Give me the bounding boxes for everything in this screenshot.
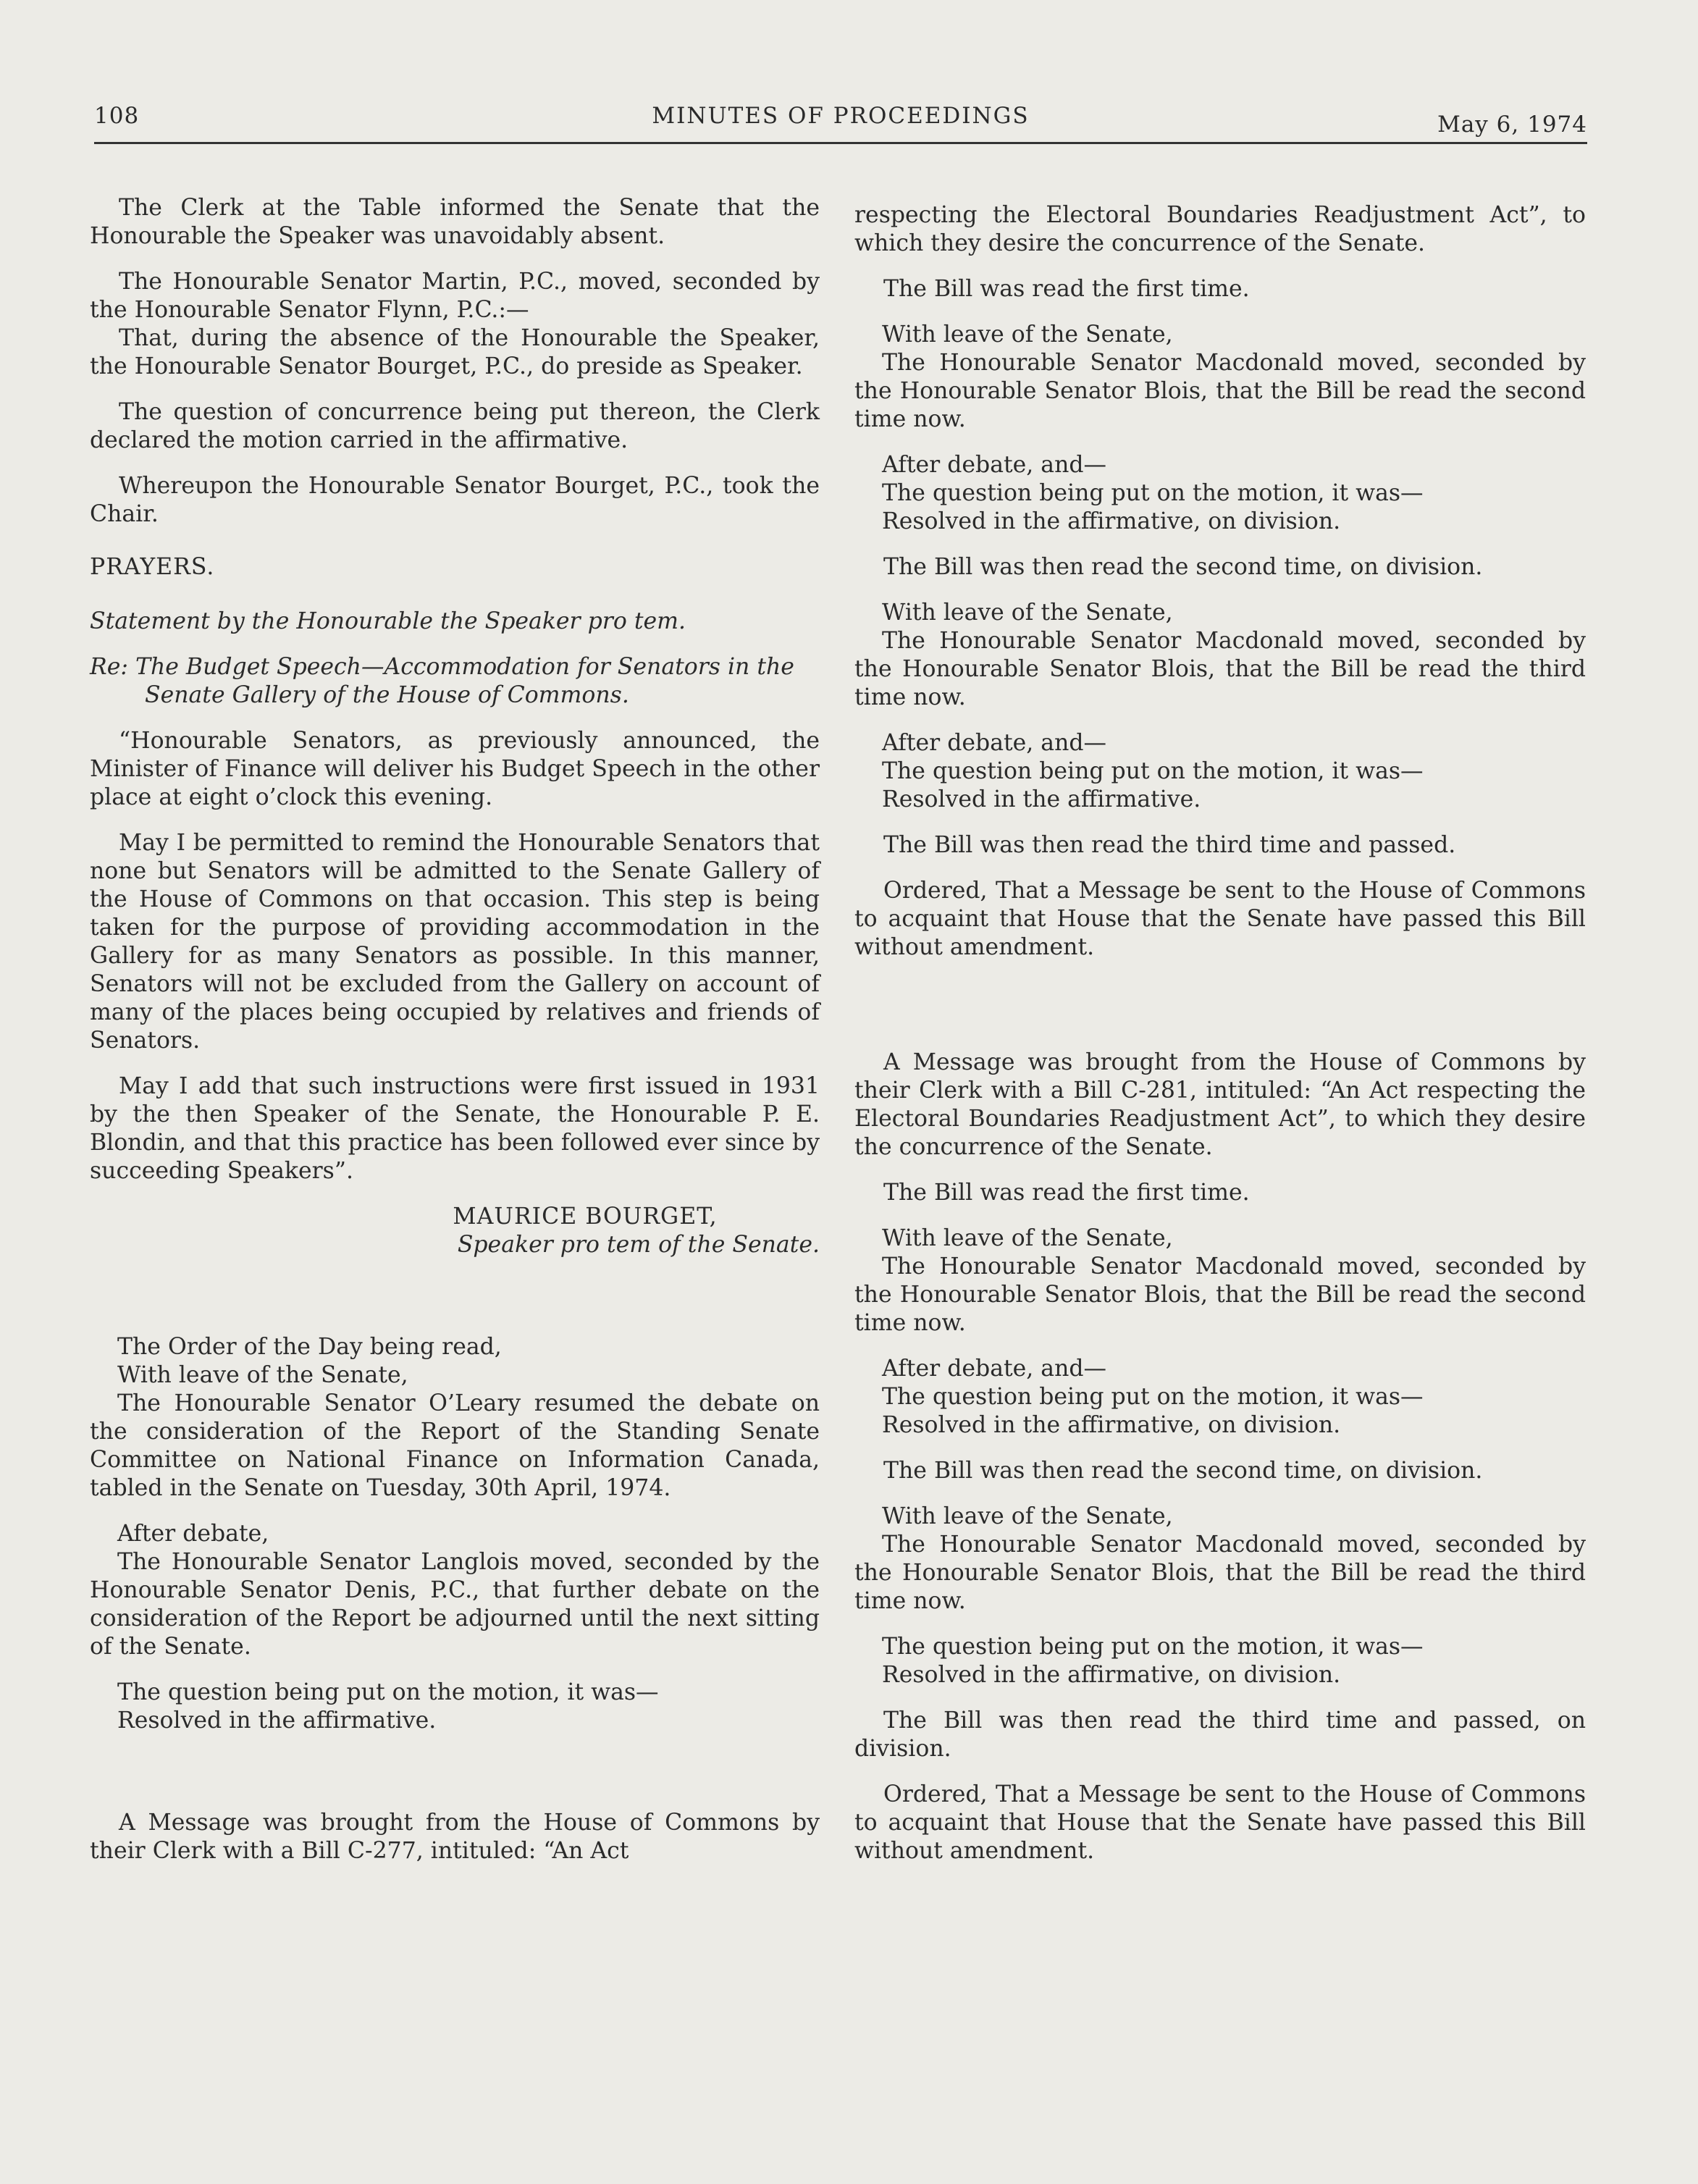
paragraph: The Honourable Senator Macdonald moved, seconded by the Honourable Senator Blois, that the Bill be read the second time now. [854,1253,1586,1336]
paragraph: The Honourable Senator O’Leary resumed the debate on the consideration of the Report of the Standing Senate Committee on National Finance on Information Canada, tabled in the Senate on Tuesday, 30th April, 1974. [90,1390,820,1501]
message-paragraph: A Message was brought from the House of Commons by their Clerk with a Bill C-281, intituled: “An Act respecting the Electoral Boundaries Readjustment Act”, to which they desire the concurrence of the Senate. [854,1049,1586,1160]
page-header [94,101,1587,144]
line: Resolved in the affirmative, on division. [882,508,1341,534]
line: After debate, and— [882,452,1107,478]
signatory-name: MAURICE BOURGET, [453,1204,718,1230]
line: Resolved in the affirmative, on division. [882,1662,1341,1688]
paragraph: The Honourable Senator Macdonald moved, seconded by the Honourable Senator Blois, that the Bill be read the third time now. [854,628,1586,710]
order-of-day-block [90,1333,820,1503]
line: With leave of the Senate, [882,1225,1173,1251]
after-debate-block [90,1520,820,1661]
paragraph: The Honourable Senator Martin, P.C., moved, seconded by the Honourable Senator Flynn, P.C.:— [90,269,820,323]
line: After debate, [117,1521,269,1547]
line: With leave of the Senate, [882,322,1173,348]
leave-block [854,1225,1586,1337]
line: The question being put on the motion, it was— [882,758,1424,784]
line: After debate, and— [882,1356,1107,1382]
signatory-title: Speaker pro tem of the Senate. [457,1232,820,1258]
left-column [90,194,820,1883]
right-column [854,201,1586,1883]
paragraph: The Honourable Senator Macdonald moved, seconded by the Honourable Senator Blois, that the Bill be read the second time now. [854,350,1586,432]
signature-block [90,1203,820,1259]
question-block [854,1633,1586,1689]
running-title: MINUTES OF PROCEEDINGS [652,103,1030,129]
line: With leave of the Senate, [882,1503,1173,1529]
paragraph: The Honourable Senator Macdonald moved, seconded by the Honourable Senator Blois, that the Bill be read the third time now. [854,1532,1586,1614]
quote-paragraph: May I be permitted to remind the Honourable Senators that none but Senators will be admitted to the Senate Gallery of the House of Commons on that occasion. This step is being taken for the purpose of providing accommodation in the Gallery for as many Senators as possible. In this manner, Senators will not be excluded from the Gallery on account of many of the places being occupied by relatives and friends of Senators. [90,830,820,1054]
after-debate-block [854,1355,1586,1440]
line: The question being put on the motion, it was— [117,1679,659,1705]
paragraph: Ordered, That a Message be sent to the House of Commons to acquaint that House that the Senate have passed this Bill without amendment. [854,878,1586,960]
page-number: 108 [94,103,140,129]
line: The Order of the Day being read, [117,1334,502,1360]
continued-paragraph: respecting the Electoral Boundaries Readjustment Act”, to which they desire the concurrence of the Senate. [854,202,1586,256]
line: The question being put on the motion, it was— [882,480,1424,506]
message-paragraph: A Message was brought from the House of Commons by their Clerk with a Bill C-277, intituled: “An Act [90,1810,820,1864]
line: With leave of the Senate, [882,600,1173,626]
paragraph: The Clerk at the Table informed the Senate that the Honourable the Speaker was unavoidably absent. [90,195,820,249]
question-block [90,1679,820,1735]
leave-block [854,1503,1586,1616]
quote-paragraph: May I add that such instructions were first issued in 1931 by the then Speaker of the Senate, the Honourable P. E. Blondin, and that this practice has been followed ever since by succeeding Speakers”. [90,1073,820,1184]
line: Resolved in the affirmative, on division. [882,1412,1341,1438]
paragraph: The Bill was read the first time. [883,1180,1250,1206]
paragraph: The Bill was then read the third time and passed. [883,832,1456,858]
re-heading: Re: The Budget Speech—Accommodation for Senators in the Senate Gallery of the House of Commons. [90,654,794,708]
line: The question being put on the motion, it was— [882,1384,1424,1410]
line: The question being put on the motion, it was— [882,1634,1424,1660]
quote-paragraph: “Honourable Senators, as previously announced, the Minister of Finance will deliver his Budget Speech in the other place at eight o’clock this evening. [90,728,820,810]
spacer [90,1752,820,1809]
line: Resolved in the affirmative. [117,1708,437,1734]
paragraph: The Bill was read the first time. [883,276,1250,302]
paragraph: The question of concurrence being put thereon, the Clerk declared the motion carried in the affirmative. [90,399,820,453]
paragraph: The Bill was then read the second time, on division. [883,554,1483,580]
spacer [854,979,1586,1049]
prayers-heading: PRAYERS. [90,554,215,580]
paragraph: The Bill was then read the second time, on division. [883,1458,1483,1484]
line: With leave of the Senate, [117,1362,408,1388]
paragraph: The Honourable Senator Langlois moved, seconded by the Honourable Senator Denis, P.C., that further debate on the consideration of the Report be adjourned until the next sitting of the Senate. [90,1549,820,1660]
after-debate-block [854,451,1586,536]
paragraph: That, during the absence of the Honourable the Speaker, the Honourable Senator Bourget, P.C., do preside as Speaker. [90,325,820,379]
paragraph: The Bill was then read the third time and passed, on division. [854,1708,1586,1762]
line: Resolved in the affirmative. [882,786,1201,812]
leave-block [854,599,1586,712]
after-debate-block [854,729,1586,814]
paragraph: Whereupon the Honourable Senator Bourget, P.C., took the Chair. [90,473,820,527]
line: After debate, and— [882,730,1107,756]
leave-block [854,321,1586,434]
page-date: May 6, 1974 [1437,112,1587,138]
statement-heading: Statement by the Honourable the Speaker pro tem. [90,608,686,634]
spacer [90,1277,820,1333]
paragraph: Ordered, That a Message be sent to the House of Commons to acquaint that House that the Senate have passed this Bill without amendment. [854,1781,1586,1864]
